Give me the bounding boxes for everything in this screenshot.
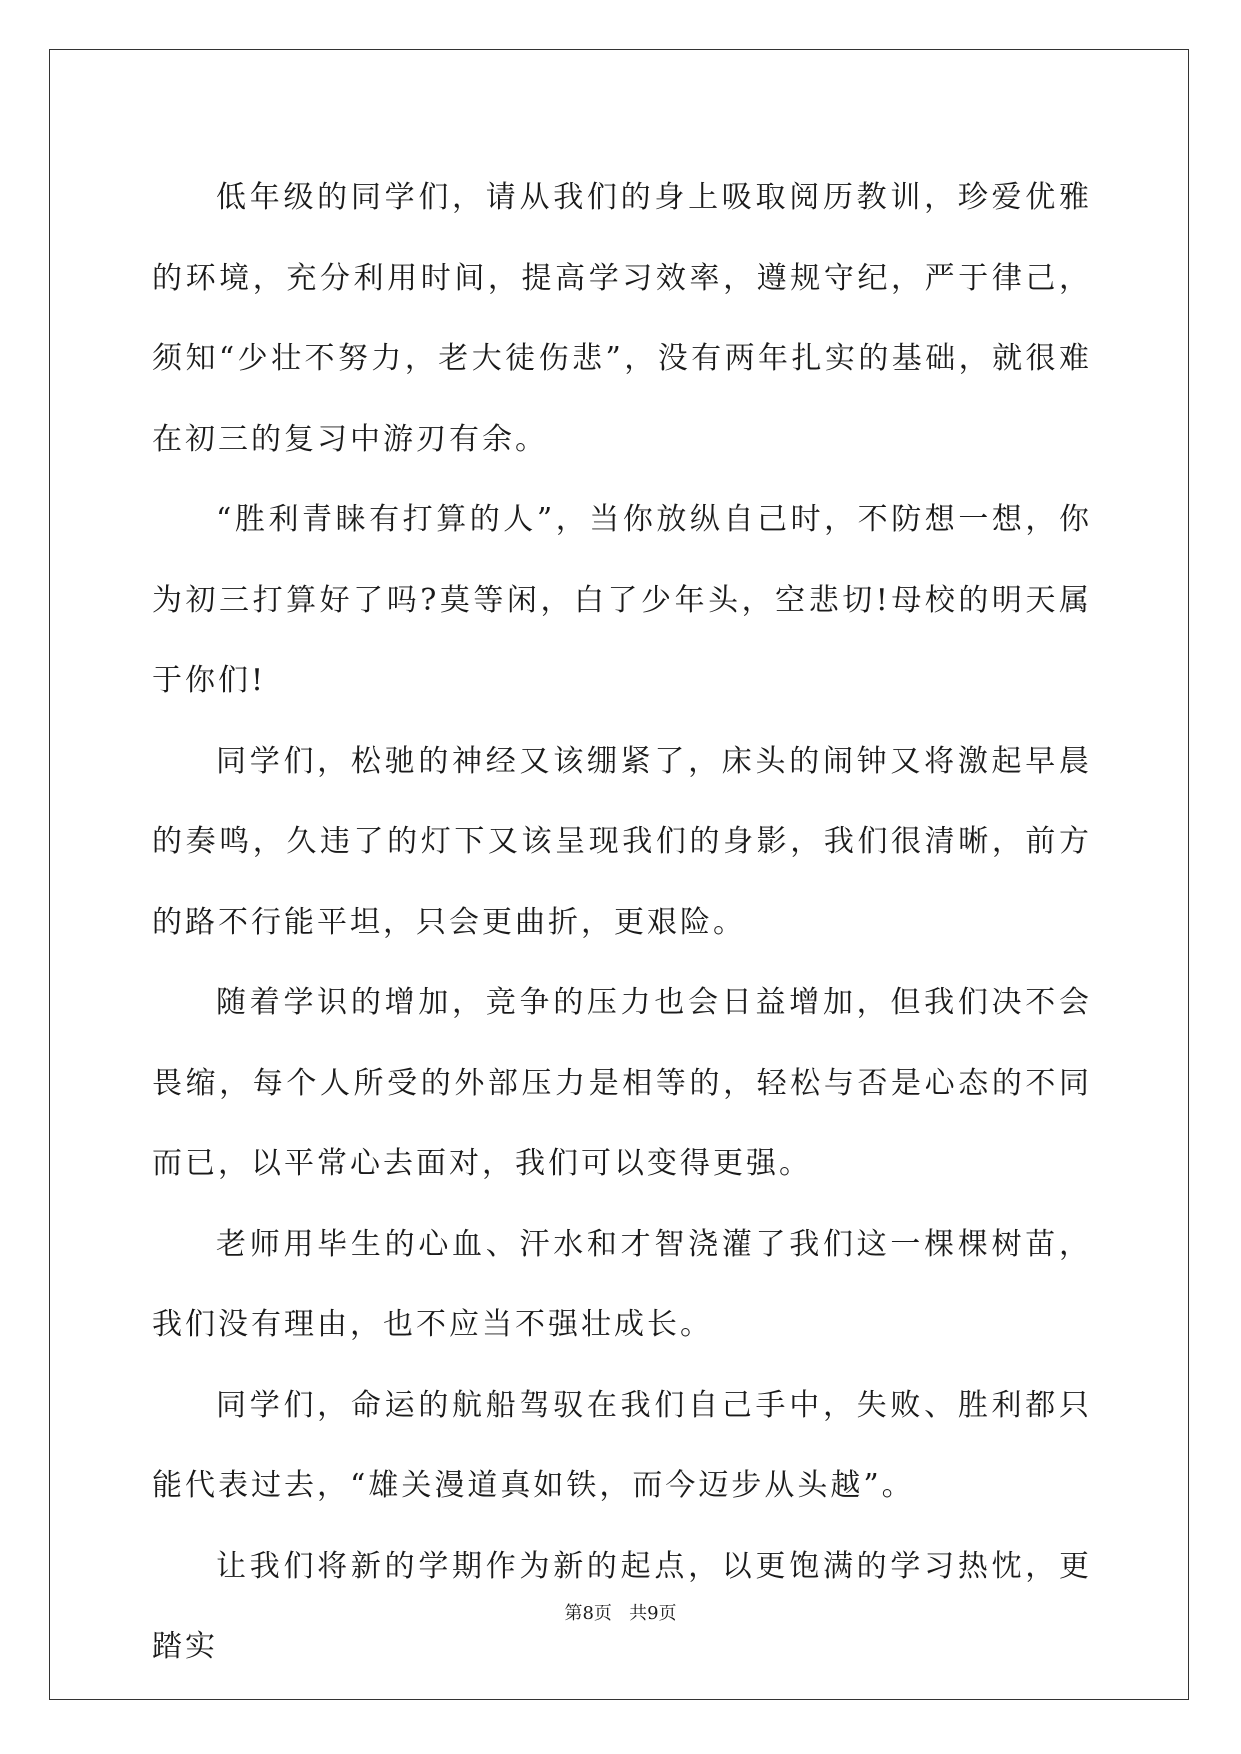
paragraph: 同学们，松驰的神经又该绷紧了，床头的闹钟又将激起早晨的奏鸣，久违了的灯下又该呈现我们的身影，我们很清晰，前方的路不行能平坦，只会更曲折，更艰险。 — [152, 743, 1092, 940]
page-number: 第8页 共9页 — [564, 1603, 677, 1624]
paragraph: “胜利青睐有打算的人”，当你放纵自己时，不防想一想，你为初三打算好了吗?莫等闲，白了少年头，空悲切!母校的明天属于你们! — [152, 502, 1092, 698]
document-body — [152, 158, 1092, 1688]
paragraph: 随着学识的增加，竞争的压力也会日益增加，但我们决不会畏缩，每个人所受的外部压力是相等的，轻松与否是心态的不同而已，以平常心去面对，我们可以变得更强。 — [152, 985, 1092, 1181]
paragraph: 老师用毕生的心血、汗水和才智浇灌了我们这一棵棵树苗，我们没有理由，也不应当不强壮成长。 — [152, 1226, 1092, 1342]
paragraph: 低年级的同学们，请从我们的身上吸取阅历教训，珍爱优雅的环境，充分利用时间，提高学习效率，遵规守纪，严于律己，须知“少壮不努力，老大徒伤悲”，没有两年扎实的基础，就很难在初三的复习中游刃有余。 — [152, 180, 1092, 457]
page-footer — [0, 1599, 1241, 1625]
paragraph: 让我们将新的学期作为新的起点，以更饱满的学习热忱，更踏实 — [152, 1548, 1092, 1664]
paragraph: 同学们，命运的航船驾驭在我们自己手中，失败、胜利都只能代表过去，“雄关漫道真如铁，而今迈步从头越”。 — [152, 1387, 1092, 1503]
